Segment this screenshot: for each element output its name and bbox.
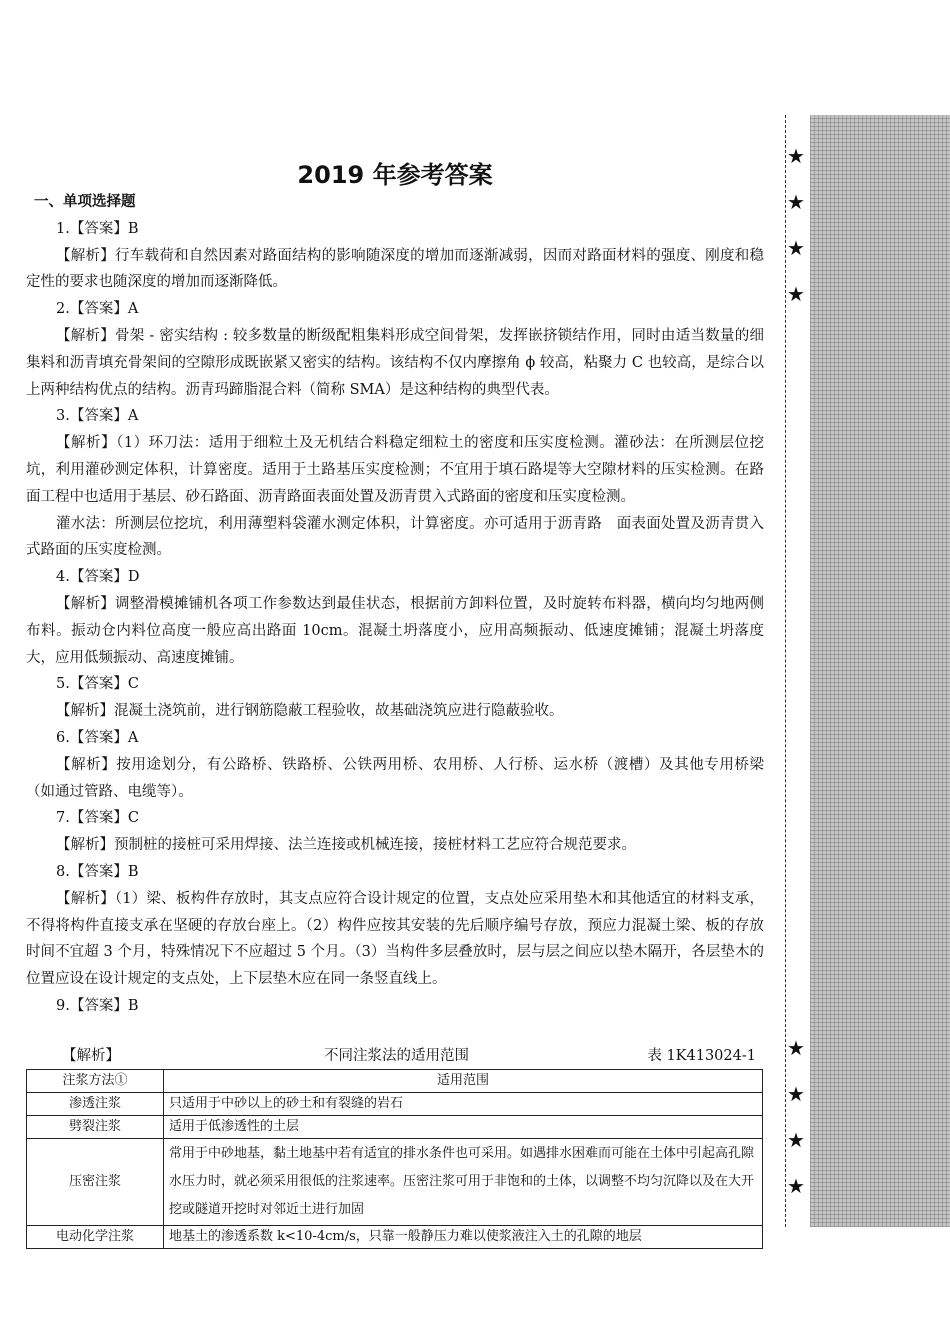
star-icon: ★ — [787, 282, 805, 306]
column-header-method: 注浆方法① — [27, 1070, 164, 1093]
table-cell-method: 劈裂注浆 — [27, 1116, 164, 1139]
section-heading: 一、单项选择题 — [34, 194, 136, 210]
table-number: 表 1K413024-1 — [647, 1048, 756, 1064]
answer-4: 4.【答案】D — [56, 569, 140, 586]
explanation-1: 【解析】行车载荷和自然因素对路面结构的影响随深度的增加而逐渐减弱，因而对路面材料的强度、刚度和稳定性的要求也随深度的增加而逐渐降低。 — [26, 247, 764, 291]
side-tab-pattern — [810, 115, 950, 1227]
answer-2: 2.【答案】A — [56, 301, 139, 318]
page-title: 2019 年参考答案 — [297, 161, 493, 189]
star-icon: ★ — [787, 1128, 805, 1152]
table-header-row — [27, 1070, 763, 1093]
explanation-2: 【解析】骨架 - 密实结构 : 较多数量的断级配粗集料形成空间骨架，发挥嵌挤锁结作用，同时由适当数量的细集料和沥青填充骨架间的空隙形成既嵌紧又密实的结构。该结构不仅内摩擦角 ϕ 较高，粘聚力 C 也较高，是综合以上两种结构优点的结构。沥青玛蹄脂混合料（简称 SMA）是这种结构的典型代表。 — [26, 327, 764, 398]
star-icon: ★ — [787, 236, 805, 260]
table-caption: 不同注浆法的适用范围 — [324, 1048, 469, 1064]
table-heading — [26, 1044, 764, 1066]
table-cell-scope: 适用于低渗透性的土层 — [164, 1116, 763, 1139]
table-cell-scope: 常用于中砂地基，黏土地基中若有适宜的排水条件也可采用。如遇排水困难而可能在土体中引起高孔隙水压力时，就必须采用很低的注浆速率。压密注浆可用于非饱和的土体，以调整不均匀沉降以及在大开挖或隧道开挖时对邻近土进行加固 — [164, 1139, 763, 1226]
answer-5: 5.【答案】C — [56, 676, 139, 693]
answer-6: 6.【答案】A — [56, 729, 139, 746]
answer-list — [26, 189, 764, 1020]
star-icon: ★ — [787, 190, 805, 214]
table-cell-method: 电动化学注浆 — [27, 1226, 164, 1249]
explanation-7: 【解析】预制桩的接桩可采用焊接、法兰连接或机械连接，接桩材料工艺应符合规范要求。 — [56, 837, 636, 854]
explanation-8: 【解析】（1）梁、板构件存放时，其支点应符合设计规定的位置，支点处应采用垫木和其他适宜的材料支承，不得将构件直接支承在坚硬的存放台座上。（2）构件应按其安装的先后顺序编号存放，预应力混凝土梁、板的存放时间不宜超 3 个月，特殊情况下不应超过 5 个月。（3）当构件多层叠放时，层与层之间应以垫木隔开，各层垫木的位置应设在设计规定的支点处，上下层垫木应在同一条竖直线上。 — [26, 890, 764, 988]
table-row — [27, 1139, 763, 1226]
table-row — [27, 1116, 763, 1139]
answer-8: 8.【答案】B — [56, 863, 139, 880]
table-row — [27, 1093, 763, 1116]
star-icon: ★ — [787, 1036, 805, 1060]
explanation-5: 【解析】混凝土浇筑前，进行钢筋隐蔽工程验收，故基础浇筑应进行隐蔽验收。 — [56, 703, 564, 720]
answer-1: 1.【答案】B — [56, 220, 139, 237]
table-label: 【解析】 — [62, 1048, 120, 1064]
star-icon: ★ — [787, 1174, 805, 1198]
table-cell-method: 压密注浆 — [27, 1139, 164, 1226]
table-cell-scope: 只适用于中砂以上的砂土和有裂缝的岩石 — [164, 1093, 763, 1116]
star-icon: ★ — [787, 1082, 805, 1106]
answer-3: 3.【答案】A — [56, 408, 139, 425]
explanation-6: 【解析】按用途划分，有公路桥、铁路桥、公铁两用桥、农用桥、人行桥、运水桥（渡槽）及其他专用桥梁（如通过管路、电缆等）。 — [26, 756, 764, 800]
table-row — [27, 1226, 763, 1249]
table-cell-method: 渗透注浆 — [27, 1093, 164, 1116]
star-icon: ★ — [787, 144, 805, 168]
explanation-3: 【解析】（1）环刀法：适用于细粒土及无机结合料稳定细粒土的密度和压实度检测。灌砂法：在所测层位挖坑，利用灌砂测定体积，计算密度。适用于土路基压实度检测；不宜用于填石路堤等大空隙材料的压实检测。在路面工程中也适用于基层、砂石路面、沥青路面表面处置及沥青贯入式路面的密度和压实度检测。 — [26, 435, 764, 505]
table-cell-scope: 地基土的渗透系数 k<10-4cm/s，只靠一般静压力难以使浆液注入土的孔隙的地层 — [164, 1226, 763, 1249]
explanation-3-cont: 灌水法：所测层位挖坑，利用薄塑料袋灌水测定体积，计算密度。亦可适用于沥青路 面表面处置及沥青贯入式路面的压实度检测。 — [26, 515, 764, 559]
column-header-scope: 适用范围 — [164, 1070, 763, 1093]
grouting-table — [26, 1069, 763, 1249]
answer-7: 7.【答案】C — [56, 810, 139, 827]
explanation-4: 【解析】调整滑模摊铺机各项工作参数达到最佳状态，根据前方卸料位置，及时旋转布料器，横向均匀地两侧布料。振动仓内料位高度一般应高出路面 10cm。混凝土坍落度小，应用高频振动、低速度摊铺；混凝土坍落度大，应用低频振动、高速度摊铺。 — [26, 595, 764, 666]
answer-9: 9.【答案】B — [56, 997, 139, 1014]
